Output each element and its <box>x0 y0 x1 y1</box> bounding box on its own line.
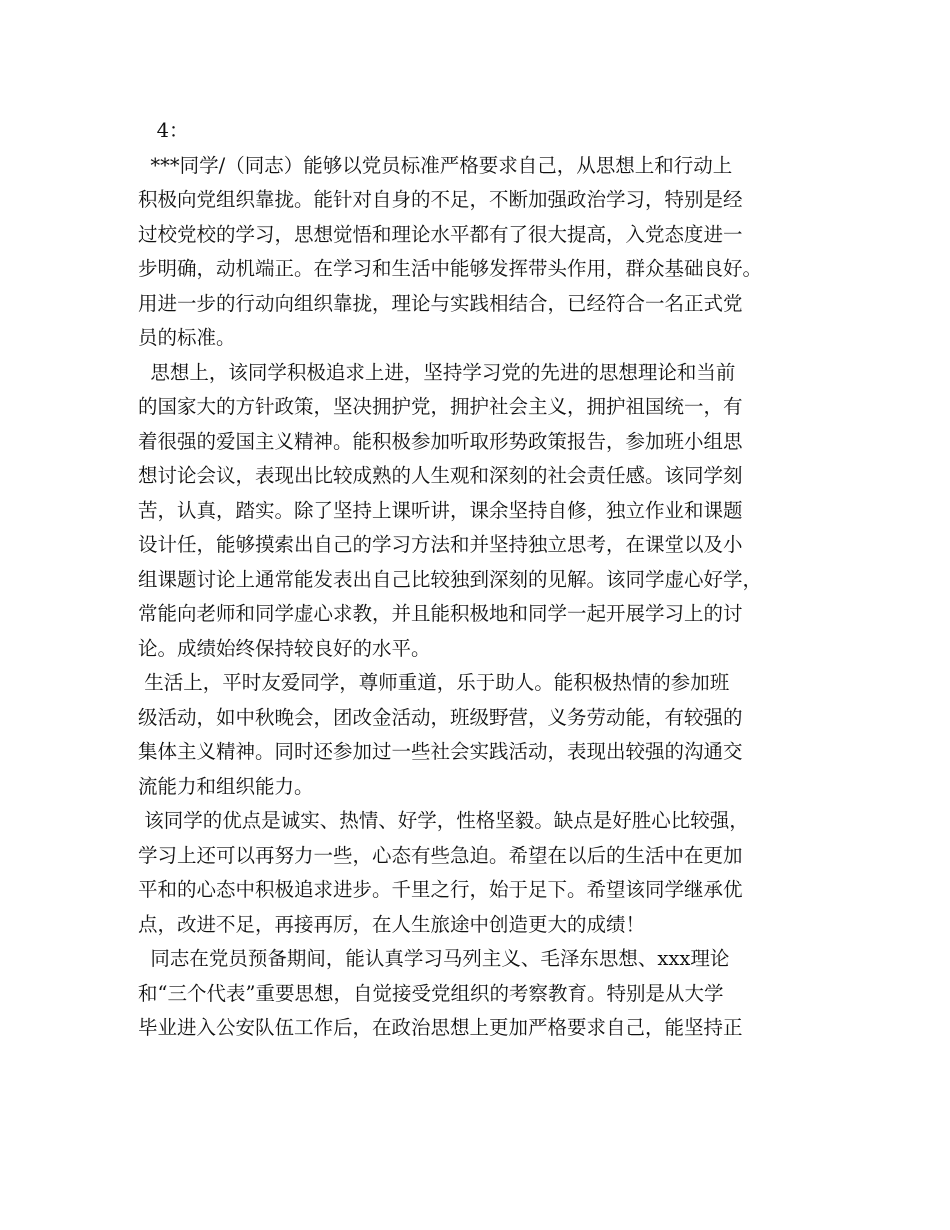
text-line: 想讨论会议，表现出比较成熟的人生观和深刻的社会责任感。该同学刻 <box>138 464 743 487</box>
text-line: ***同学/（同志）能够以党员标准严格要求自己，从思想上和行动上 <box>138 153 733 177</box>
text-line: 设计任，能够摸索出自己的学习方法和并坚持独立思考，在课堂以及小 <box>138 533 743 556</box>
text-line: 毕业进入公安队伍工作后，在政治思想上更加严格要求自己，能坚持正 <box>138 1016 743 1039</box>
text-line: 的国家大的方针政策，坚决拥护党，拥护社会主义，拥护祖国统一，有 <box>138 395 743 418</box>
text-line: 着很强的爱国主义精神。能积极参加听取形势政策报告，参加班小组思 <box>138 429 743 453</box>
text-line: 点，改进不足，再接再厉，在人生旅途中创造更大的成绩！ <box>138 912 646 936</box>
text-line: 步明确，动机端正。在学习和生活中能够发挥带头作用，群众基础良好。 <box>138 257 763 280</box>
text-line: 集体主义精神。同时还参加过一些社会实践活动，表现出较强的沟通交 <box>138 740 743 763</box>
text-line: 苦，认真，踏实。除了坚持上课听讲，课余坚持自修，独立作业和课题 <box>138 498 743 522</box>
text-line: 学习上还可以再努力一些，心态有些急迫。希望在以后的生活中在更加 <box>138 843 743 867</box>
text-line: 4： <box>138 119 189 142</box>
text-line: 论。成绩始终保持较良好的水平。 <box>138 636 431 660</box>
document-body-text <box>138 114 838 1046</box>
text-line: 员的标准。 <box>138 326 236 349</box>
text-line: 生活上，平时友爱同学，尊师重道，乐于助人。能积极热情的参加班 <box>138 671 730 694</box>
text-line: 积极向党组织靠拢。能针对自身的不足，不断加强政治学习，特别是经 <box>138 188 743 211</box>
text-line: 常能向老师和同学虚心求教，并且能积极地和同学一起开展学习上的讨 <box>138 602 743 625</box>
text-line: 组课题讨论上通常能发表出自己比较独到深刻的见解。该同学虚心好学， <box>138 567 763 591</box>
text-line: 思想上，该同学积极追求上进，坚持学习党的先进的思想理论和当前 <box>138 360 736 384</box>
text-line: 级活动，如中秋晚会，团改金活动，班级野营，义务劳动能，有较强的 <box>138 705 743 729</box>
text-line: 同志在党员预备期间，能认真学习马列主义、毛泽东思想、xxx理论 <box>138 947 730 970</box>
text-line: 平和的心态中积极追求进步。千里之行，始于足下。希望该同学继承优 <box>138 878 743 901</box>
text-line: 过校党校的学习，思想觉悟和理论水平都有了很大提高，入党态度进一 <box>138 222 743 246</box>
text-line: 该同学的优点是诚实、热情、好学，性格坚毅。缺点是好胜心比较强， <box>138 809 749 832</box>
text-line: 流能力和组织能力。 <box>138 774 314 798</box>
text-line: 用进一步的行动向组织靠拢，理论与实践相结合，已经符合一名正式党 <box>138 291 743 315</box>
text-line: 和“三个代表”重要思想，自觉接受党组织的考察教育。特别是从大学 <box>138 981 724 1005</box>
